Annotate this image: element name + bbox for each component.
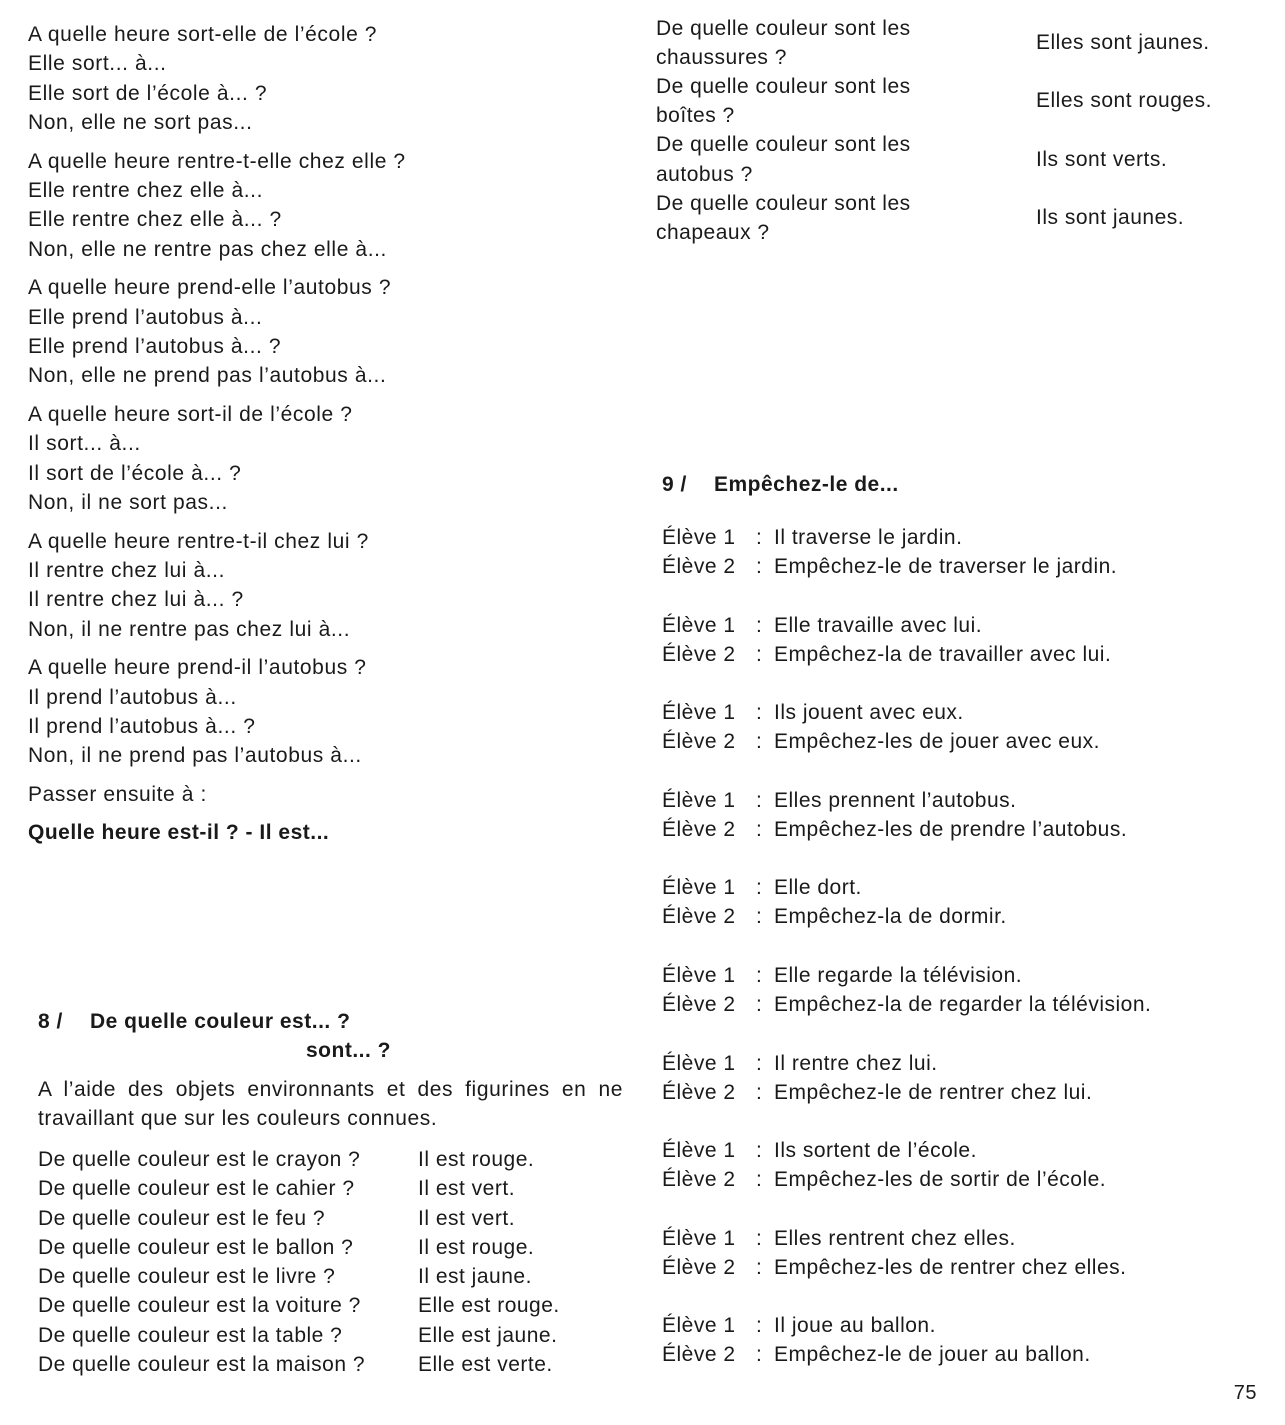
dialogue-text: Empêchez-le de jouer au ballon. xyxy=(774,1343,1091,1367)
speaker-label: Élève 1 xyxy=(662,1314,736,1338)
dialogue-line xyxy=(662,552,1262,581)
colon-separator: : xyxy=(756,992,763,1016)
dialogue-line xyxy=(662,902,1262,931)
speaker-label: Élève 1 xyxy=(662,876,736,900)
speaker-label: Élève 2 xyxy=(662,730,736,754)
speaker-label: Élève 2 xyxy=(662,817,736,841)
color-question: De quelle couleur est la maison ? xyxy=(38,1353,366,1377)
dialogue-text: Ils jouent avec eux. xyxy=(774,701,964,725)
dialogue-pair xyxy=(662,1311,1262,1369)
drill-line: Non, elle ne prend pas l’autobus à... xyxy=(28,364,387,388)
drill-group xyxy=(28,653,628,771)
speaker-label: Élève 2 xyxy=(662,992,736,1016)
drill-group xyxy=(28,400,628,518)
drill-line: Non, il ne prend pas l’autobus à... xyxy=(28,744,362,768)
dialogue-line xyxy=(662,1049,1262,1078)
colon-separator: : xyxy=(756,642,763,666)
plural-color-question xyxy=(656,14,1036,73)
drill-group xyxy=(28,273,628,391)
dialogue-line xyxy=(662,727,1262,756)
drill-line: Elle prend l’autobus à... xyxy=(28,305,263,329)
question-line-2: chapeaux ? xyxy=(656,221,770,245)
drill-line: Non, il ne rentre pas chez lui à... xyxy=(28,617,351,641)
color-question: De quelle couleur est la voiture ? xyxy=(38,1294,361,1318)
section-9-title xyxy=(662,470,1262,499)
drill-line: Elle sort de l’école à... ? xyxy=(28,81,268,105)
drill-line: Il prend l’autobus à... xyxy=(28,685,237,709)
speaker-label: Élève 1 xyxy=(662,788,736,812)
plural-color-answer: Ils sont verts. xyxy=(1036,147,1168,171)
dialogue-text: Elles rentrent chez elles. xyxy=(774,1226,1016,1250)
dialogue-line xyxy=(662,786,1262,815)
section-8-title-text: De quelle couleur est... ? xyxy=(90,1010,351,1033)
drill-line: Elle rentre chez elle à... xyxy=(28,179,264,203)
color-answer: Elle est rouge. xyxy=(418,1294,560,1318)
dialogue-text: Empêchez-la de dormir. xyxy=(774,905,1007,929)
drill-line: A quelle heure prend-il l’autobus ? xyxy=(28,656,367,680)
plural-color-question xyxy=(656,72,1036,131)
color-answer: Il est rouge. xyxy=(418,1148,535,1171)
dialogue-line xyxy=(662,640,1262,669)
plural-color-answer: Ils sont jaunes. xyxy=(1036,206,1185,230)
colon-separator: : xyxy=(756,1080,763,1104)
plural-color-question xyxy=(656,130,1036,189)
dialogue-text: Empêchez-les de rentrer chez elles. xyxy=(774,1255,1127,1279)
color-question: De quelle couleur est le feu ? xyxy=(38,1206,326,1230)
dialogue-text: Empêchez-les de prendre l’autobus. xyxy=(774,817,1128,841)
drill-line: Elle prend l’autobus à... ? xyxy=(28,335,282,359)
color-answer: Il est vert. xyxy=(418,1177,516,1201)
dialogue-text: Empêchez-le de traverser le jardin. xyxy=(774,555,1118,578)
dialogue-line xyxy=(662,698,1262,727)
question-line-1: De quelle couleur sont les xyxy=(656,133,911,157)
section-9-title-text: Empêchez-le de... xyxy=(714,473,899,496)
drill-line: Il prend l’autobus à... ? xyxy=(28,714,256,738)
dialogue-text: Elle travaille avec lui. xyxy=(774,613,983,637)
drill-line: A quelle heure rentre-t-elle chez elle ? xyxy=(28,149,406,173)
table-row xyxy=(38,1233,560,1262)
color-answer: Il est vert. xyxy=(418,1206,516,1230)
dialogue-text: Il rentre chez lui. xyxy=(774,1051,938,1075)
drill-line: Il rentre chez lui à... ? xyxy=(28,588,244,612)
color-answer: Elle est jaune. xyxy=(418,1323,558,1347)
plural-color-row xyxy=(656,189,1256,247)
table-row xyxy=(38,1174,560,1203)
speaker-label: Élève 2 xyxy=(662,1168,736,1192)
color-question: De quelle couleur est le livre ? xyxy=(38,1265,336,1289)
speaker-label: Élève 2 xyxy=(662,555,736,578)
drill-line: Elle rentre chez elle à... ? xyxy=(28,208,282,232)
dialogue-pairs xyxy=(662,523,1262,1369)
colon-separator: : xyxy=(756,1343,763,1367)
speaker-label: Élève 2 xyxy=(662,1255,736,1279)
colon-separator: : xyxy=(756,1314,763,1338)
colon-separator: : xyxy=(756,730,763,754)
section-8-title xyxy=(38,1007,638,1036)
drill-groups xyxy=(28,20,628,771)
color-question: De quelle couleur est la table ? xyxy=(38,1323,343,1347)
color-answer: Il est rouge. xyxy=(418,1235,535,1259)
colon-separator: : xyxy=(756,526,763,549)
quelle-heure-heading: Quelle heure est-il ? - Il est... xyxy=(28,821,330,845)
colon-separator: : xyxy=(756,613,763,637)
question-line-1: De quelle couleur sont les xyxy=(656,75,911,99)
passer-instruction: Passer ensuite à : xyxy=(28,782,207,806)
dialogue-text: Empêchez-les de jouer avec eux. xyxy=(774,730,1100,754)
dialogue-line xyxy=(662,1078,1262,1107)
plural-color-row xyxy=(656,14,1256,72)
drill-line: Il rentre chez lui à... xyxy=(28,558,226,582)
dialogue-text: Empêchez-les de sortir de l’école. xyxy=(774,1168,1107,1192)
dialogue-pair xyxy=(662,786,1262,844)
dialogue-pair xyxy=(662,961,1262,1019)
dialogue-text: Il traverse le jardin. xyxy=(774,526,963,549)
dialogue-line xyxy=(662,1224,1262,1253)
colon-separator: : xyxy=(756,817,763,841)
dialogue-pair xyxy=(662,698,1262,756)
colon-separator: : xyxy=(756,555,763,578)
colon-separator: : xyxy=(756,1139,763,1163)
speaker-label: Élève 1 xyxy=(662,613,736,637)
drill-line: Il sort... à... xyxy=(28,432,141,456)
section-9 xyxy=(662,470,1262,1369)
drill-line: A quelle heure sort-il de l’école ? xyxy=(28,402,353,426)
color-question: De quelle couleur est le cahier ? xyxy=(38,1177,355,1201)
color-answer: Elle est verte. xyxy=(418,1353,553,1377)
colon-separator: : xyxy=(756,905,763,929)
dialogue-line xyxy=(662,873,1262,902)
drill-group xyxy=(28,527,628,645)
colon-separator: : xyxy=(756,1226,763,1250)
dialogue-line xyxy=(662,815,1262,844)
color-question: De quelle couleur est le ballon ? xyxy=(38,1235,354,1259)
dialogue-pair xyxy=(662,1136,1262,1194)
speaker-label: Élève 1 xyxy=(662,526,736,549)
dialogue-line xyxy=(662,1311,1262,1340)
dialogue-pair xyxy=(662,1224,1262,1282)
question-line-2: boîtes ? xyxy=(656,104,735,128)
question-line-2: chaussures ? xyxy=(656,46,787,70)
color-answer: Il est jaune. xyxy=(418,1265,532,1289)
table-row xyxy=(38,1291,560,1320)
section-8-subtitle: sont... ? xyxy=(306,1039,391,1062)
speaker-label: Élève 1 xyxy=(662,1139,736,1163)
question-line-2: autobus ? xyxy=(656,162,753,186)
right-colors-column xyxy=(656,14,1256,247)
dialogue-text: Elle dort. xyxy=(774,876,862,900)
dialogue-line xyxy=(662,1253,1262,1282)
color-qa-table xyxy=(38,1145,560,1379)
dialogue-line xyxy=(662,961,1262,990)
dialogue-pair xyxy=(662,873,1262,931)
dialogue-line xyxy=(662,1165,1262,1194)
table-row xyxy=(38,1262,560,1291)
colon-separator: : xyxy=(756,963,763,987)
speaker-label: Élève 1 xyxy=(662,963,736,987)
colon-separator: : xyxy=(756,876,763,900)
section-8-intro: A l’aide des objets environnants et des figurines en ne travaillant que sur les couleurs connues. xyxy=(38,1078,623,1130)
question-line-1: De quelle couleur sont les xyxy=(656,16,911,40)
speaker-label: Élève 1 xyxy=(662,1051,736,1075)
table-row xyxy=(38,1321,560,1350)
speaker-label: Élève 2 xyxy=(662,1080,736,1104)
plural-color-answer: Elles sont jaunes. xyxy=(1036,31,1210,55)
table-row xyxy=(38,1145,560,1174)
dialogue-text: Il joue au ballon. xyxy=(774,1314,936,1338)
dialogue-text: Elles prennent l’autobus. xyxy=(774,788,1017,812)
drill-line: A quelle heure prend-elle l’autobus ? xyxy=(28,276,392,300)
dialogue-pair xyxy=(662,1049,1262,1107)
colon-separator: : xyxy=(756,1255,763,1279)
dialogue-line xyxy=(662,1340,1262,1369)
dialogue-text: Empêchez-la de regarder la télévision. xyxy=(774,992,1152,1016)
drill-group xyxy=(28,20,628,138)
table-row xyxy=(38,1350,560,1379)
dialogue-text: Empêchez-le de rentrer chez lui. xyxy=(774,1080,1093,1104)
colon-separator: : xyxy=(756,1051,763,1075)
plural-color-row xyxy=(656,72,1256,130)
question-line-1: De quelle couleur sont les xyxy=(656,191,911,215)
drill-line: Elle sort... à... xyxy=(28,52,167,76)
drill-line: Il sort de l’école à... ? xyxy=(28,461,242,485)
speaker-label: Élève 2 xyxy=(662,905,736,929)
drill-line: A quelle heure rentre-t-il chez lui ? xyxy=(28,529,369,553)
table-row xyxy=(38,1204,560,1233)
dialogue-text: Ils sortent de l’école. xyxy=(774,1139,977,1163)
colon-separator: : xyxy=(756,701,763,725)
left-drill-column xyxy=(28,20,628,848)
speaker-label: Élève 1 xyxy=(662,1226,736,1250)
speaker-label: Élève 2 xyxy=(662,1343,736,1367)
plural-color-answer: Elles sont rouges. xyxy=(1036,89,1212,113)
dialogue-pair xyxy=(662,523,1262,581)
dialogue-line xyxy=(662,990,1262,1019)
drill-line: Non, elle ne sort pas... xyxy=(28,111,253,135)
drill-line: Non, il ne sort pas... xyxy=(28,491,228,515)
drill-line: Non, elle ne rentre pas chez elle à... xyxy=(28,237,387,261)
drill-group xyxy=(28,147,628,265)
speaker-label: Élève 2 xyxy=(662,642,736,666)
plural-color-row xyxy=(656,131,1256,189)
dialogue-line xyxy=(662,1136,1262,1165)
dialogue-text: Empêchez-la de travailler avec lui. xyxy=(774,642,1112,666)
plural-color-qa xyxy=(656,14,1256,247)
dialogue-text: Elle regarde la télévision. xyxy=(774,963,1023,987)
colon-separator: : xyxy=(756,788,763,812)
plural-color-question xyxy=(656,189,1036,248)
colon-separator: : xyxy=(756,1168,763,1192)
section-8 xyxy=(38,1007,638,1379)
speaker-label: Élève 1 xyxy=(662,701,736,725)
dialogue-line xyxy=(662,611,1262,640)
color-question: De quelle couleur est le crayon ? xyxy=(38,1148,361,1171)
dialogue-line xyxy=(662,523,1262,552)
section-8-number: 8 / xyxy=(38,1010,63,1033)
section-9-number: 9 / xyxy=(662,473,687,496)
drill-line: A quelle heure sort-elle de l’école ? xyxy=(28,23,378,46)
dialogue-pair xyxy=(662,611,1262,669)
page-number: 75 xyxy=(1233,1382,1257,1404)
